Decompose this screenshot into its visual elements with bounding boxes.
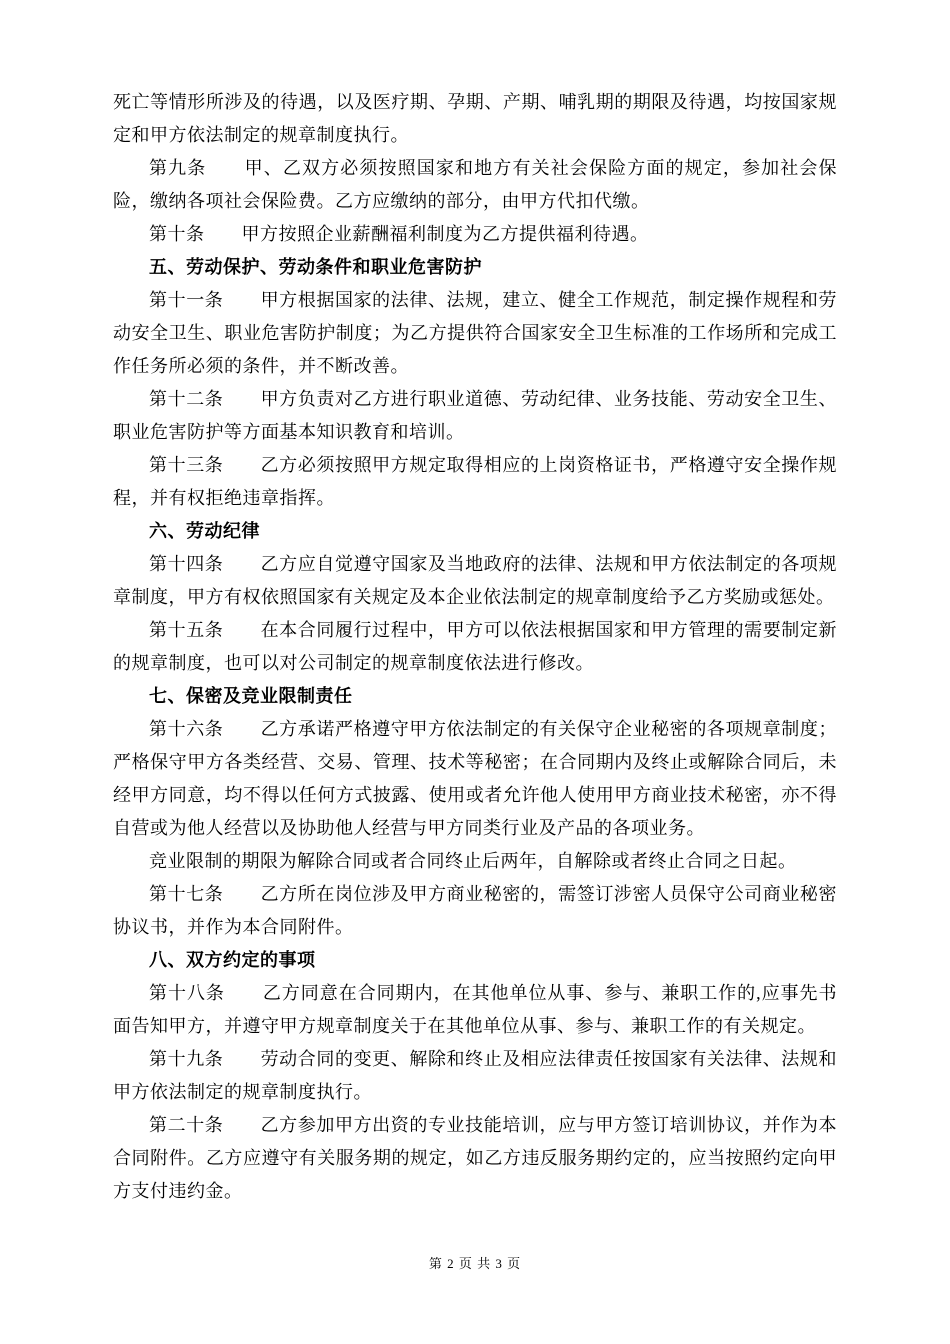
paragraph: 第十二条 甲方负责对乙方进行职业道德、劳动纪律、业务技能、劳动安全卫生、职业危害防护等方面基本知识教育和培训。 <box>113 389 837 442</box>
paragraph: 第十六条 乙方承诺严格遵守甲方依法制定的有关保守企业秘密的各项规章制度；严格保守甲方各类经营、交易、管理、技术等秘密；在合同期内及终止或解除合同后，未经甲方同意，均不得以任何方式披露、使用或者允许他人使用甲方商业技术秘密，亦不得自营或为他人经营以及协助他人经营与甲方同类行业及产品的各项业务。 <box>113 719 837 838</box>
paragraph: 第十四条 乙方应自觉遵守国家及当地政府的法律、法规和甲方依法制定的各项规章制度，甲方有权依照国家有关规定及本企业依法制定的规章制度给予乙方奖励或惩处。 <box>113 554 837 607</box>
paragraph: 第十七条 乙方所在岗位涉及甲方商业秘密的，需签订涉密人员保守公司商业秘密协议书，并作为本合同附件。 <box>113 884 837 937</box>
paragraph: 第二十条 乙方参加甲方出资的专业技能培训，应与甲方签订培训协议，并作为本合同附件。乙方应遵守有关服务期的规定，如乙方违反服务期约定的，应当按照约定向甲方支付违约金。 <box>113 1115 837 1201</box>
paragraph: 竞业限制的期限为解除合同或者合同终止后两年，自解除或者终止合同之日起。 <box>149 851 797 871</box>
section-heading: 七、保密及竞业限制责任 <box>149 686 353 706</box>
paragraph: 第九条 甲、乙双方必须按照国家和地方有关社会保险方面的规定，参加社会保险，缴纳各项社会保险费。乙方应缴纳的部分，由甲方代扣代缴。 <box>113 158 837 211</box>
page-number-footer: 第 2 页 共 3 页 <box>428 1256 522 1271</box>
paragraph: 第十条 甲方按照企业薪酬福利制度为乙方提供福利待遇。 <box>149 224 649 244</box>
paragraph: 第十三条 乙方必须按照甲方规定取得相应的上岗资格证书，严格遵守安全操作规程，并有权拒绝违章指挥。 <box>113 455 837 508</box>
paragraph: 第十五条 在本合同履行过程中，甲方可以依法根据国家和甲方管理的需要制定新的规章制度，也可以对公司制定的规章制度依法进行修改。 <box>113 620 837 673</box>
paragraph: 第十一条 甲方根据国家的法律、法规，建立、健全工作规范，制定操作规程和劳动安全卫生、职业危害防护制度；为乙方提供符合国家安全卫生标准的工作场所和完成工作任务所必须的条件，并不断改善。 <box>113 290 837 376</box>
paragraph: 第十八条 乙方同意在合同期内，在其他单位从事、参与、兼职工作的,应事先书面告知甲方，并遵守甲方规章制度关于在其他单位从事、参与、兼职工作的有关规定。 <box>113 983 837 1036</box>
document-content <box>113 86 837 1208</box>
section-heading: 五、劳动保护、劳动条件和职业危害防护 <box>149 257 482 277</box>
paragraph: 死亡等情形所涉及的待遇，以及医疗期、孕期、产期、哺乳期的期限及待遇，均按国家规定和甲方依法制定的规章制度执行。 <box>113 92 837 145</box>
paragraph: 第十九条 劳动合同的变更、解除和终止及相应法律责任按国家有关法律、法规和甲方依法制定的规章制度执行。 <box>113 1049 837 1102</box>
section-heading: 八、双方约定的事项 <box>149 950 316 970</box>
section-heading: 六、劳动纪律 <box>149 521 260 541</box>
